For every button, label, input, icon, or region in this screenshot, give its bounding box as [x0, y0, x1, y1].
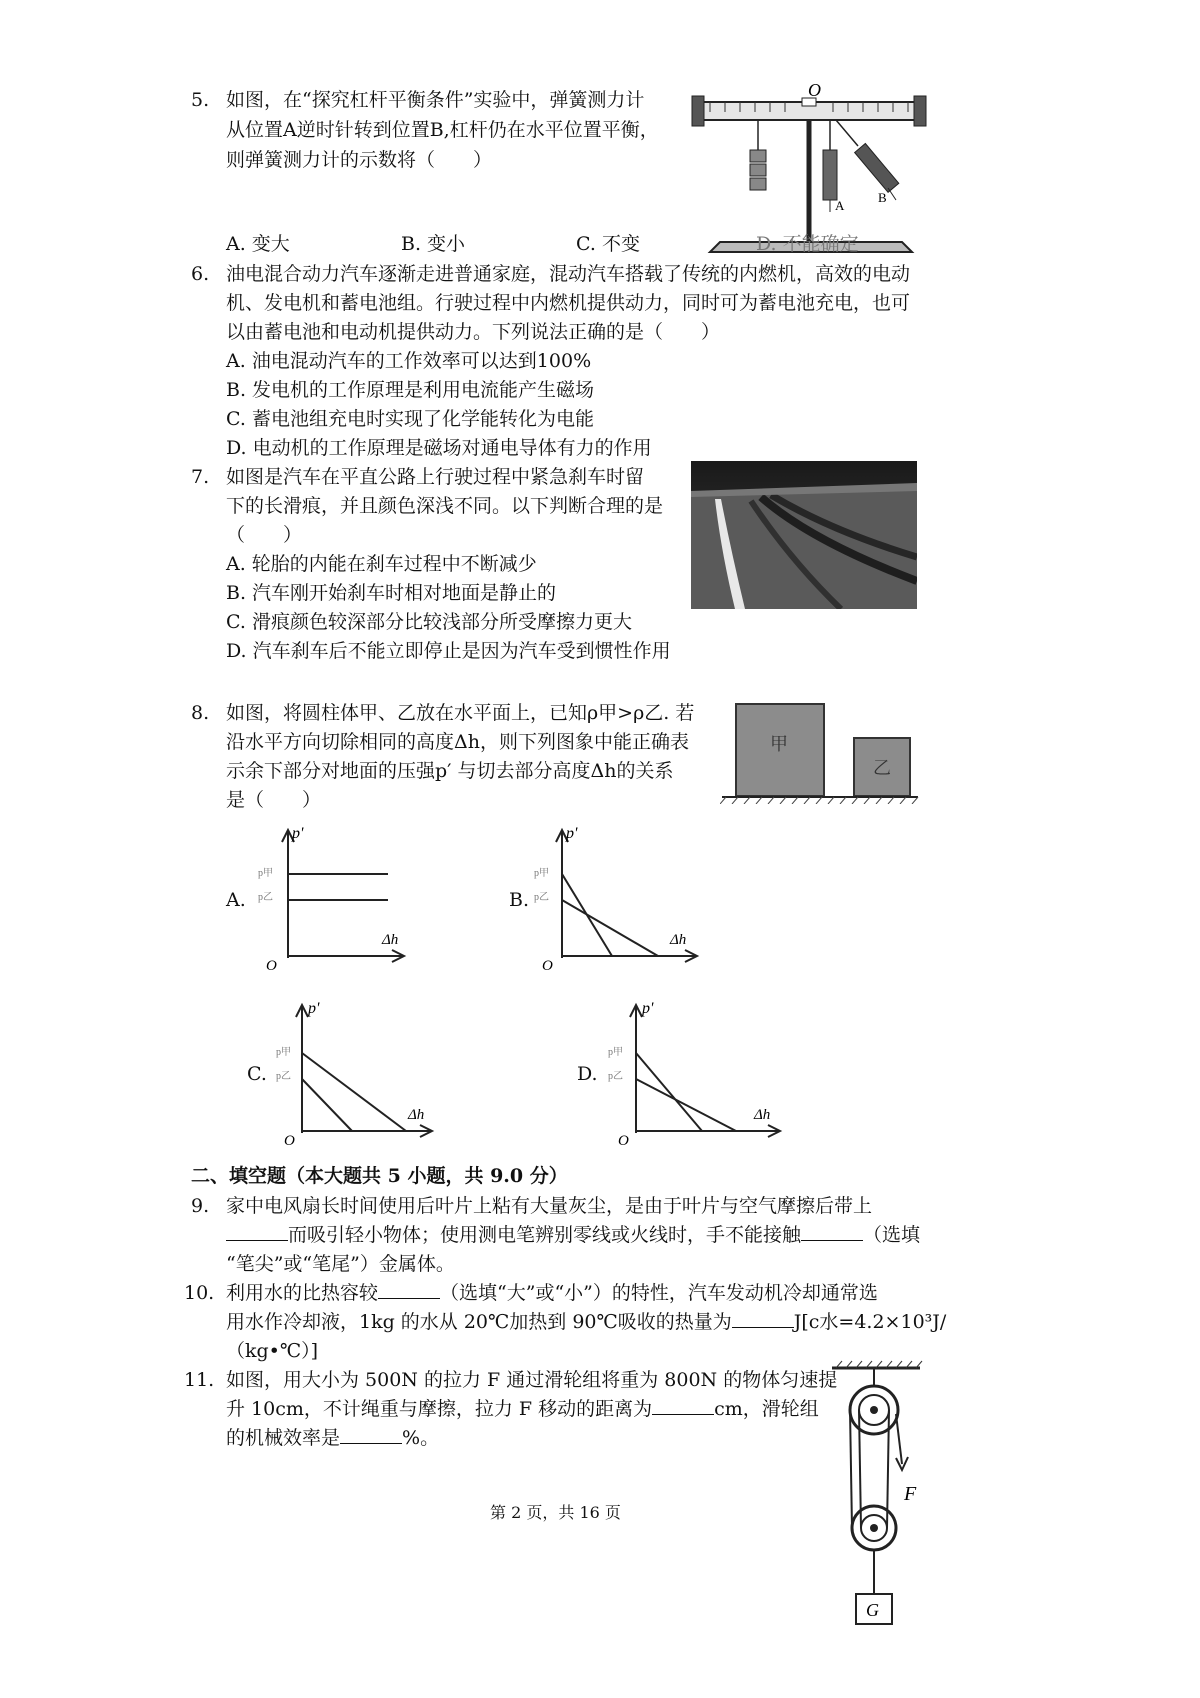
question-7-line-3: （ ） [226, 524, 303, 546]
question-11-line-1: 如图，用大小为 500N 的拉力 F 通过滑轮组将重为 800N 的物体匀速提 [226, 1369, 838, 1391]
graph-d [600, 995, 785, 1147]
question-8-line-3: 示余下部分对地面的压强p′ 与切去部分高度Δh的关系 [226, 760, 674, 782]
graph-c-label: C. [247, 1063, 267, 1085]
graph-d-y-label: p' [642, 1000, 654, 1017]
question-10-line-1-tail: （选填“大”或“小”）的特性，汽车发动机冷却通常选 [440, 1282, 878, 1304]
question-6-option-a: A. 油电混动汽车的工作效率可以达到100% [226, 350, 592, 372]
graph-c-origin: O [284, 1133, 295, 1147]
cylinders-figure [720, 700, 920, 804]
question-10-number: 10. [184, 1282, 215, 1304]
graph-c-x-label: Δh [408, 1107, 425, 1123]
force-label-f: F [904, 1483, 917, 1505]
cylinder-yi-label: 乙 [873, 758, 891, 779]
graph-a-origin: O [266, 958, 277, 972]
question-5-line-1: 如图，在“探究杠杆平衡条件”实验中，弹簧测力计 [226, 89, 645, 111]
question-7-option-c: C. 滑痕颜色较深部分比较浅部分所受摩擦力更大 [226, 611, 632, 633]
graph-d-p-jia: p甲 [608, 1047, 623, 1058]
question-10-line-3: （kg•℃）] [226, 1340, 319, 1362]
question-6-line-1: 油电混合动力汽车逐渐走进普通家庭，混动汽车搭载了传统的内燃机，高效的电动 [226, 263, 911, 285]
question-10-line-2-tail: J[c水=4.2×10³J/ [793, 1311, 947, 1333]
weight-label-g: G [866, 1600, 879, 1620]
question-6-option-d: D. 电动机的工作原理是磁场对通电导体有力的作用 [226, 437, 652, 459]
question-10-line-2-text: 用水作冷却液，1kg 的水从 20℃加热到 90℃吸收的热量为 [226, 1311, 732, 1333]
graph-b-origin: O [542, 958, 553, 972]
question-11-line-2-text: 升 10cm，不计绳重与摩擦，拉力 F 移动的距离为 [226, 1398, 653, 1420]
question-7-line-1: 如图是汽车在平直公路上行驶过程中紧急刹车时留 [226, 466, 645, 488]
graph-a-p-jia: p甲 [258, 868, 273, 879]
question-7-option-d: D. 汽车刹车后不能立即停止是因为汽车受到惯性作用 [226, 640, 671, 662]
graph-d-x-label: Δh [754, 1107, 771, 1123]
question-7-number: 7. [191, 466, 210, 488]
graph-a-label: A. [226, 889, 246, 911]
question-9-blank-1[interactable] [226, 1222, 288, 1241]
graph-b-y-label: p' [566, 825, 578, 842]
question-11-line-2-tail: cm，滑轮组 [714, 1398, 819, 1420]
position-label-a: A [835, 198, 845, 213]
question-11-line-2 [226, 1393, 819, 1425]
question-7-line-2: 下的长滑痕，并且颜色深浅不同。以下判断合理的是 [226, 495, 664, 517]
page-footer: 第 2 页，共 16 页 [490, 1503, 621, 1522]
question-11-blank-2[interactable] [340, 1425, 402, 1444]
question-11-number: 11. [184, 1369, 215, 1391]
question-8-line-1: 如图，将圆柱体甲、乙放在水平面上，已知ρ甲>ρ乙. 若 [226, 702, 695, 724]
question-5-option-a: A. 变大 [226, 233, 290, 255]
graph-b-label: B. [509, 889, 530, 911]
question-5-number: 5. [191, 89, 210, 111]
graph-d-label: D. [577, 1063, 598, 1085]
question-11-line-3-text: 的机械效率是 [226, 1427, 341, 1449]
pulley-system-figure [822, 1360, 932, 1698]
question-9-line-2 [226, 1219, 920, 1251]
question-7-option-a: A. 轮胎的内能在刹车过程中不断减少 [226, 553, 537, 575]
graph-a-p-yi: p乙 [258, 892, 273, 903]
question-10-line-2 [226, 1306, 946, 1338]
graph-a-y-label: p' [292, 825, 304, 842]
position-label-b: B [878, 190, 887, 205]
graph-b [530, 820, 705, 972]
graph-d-origin: O [618, 1133, 629, 1147]
graph-b-x-label: Δh [670, 932, 687, 948]
question-10-line-1-text: 利用水的比热容较 [226, 1282, 379, 1304]
skid-mark-photo [691, 461, 917, 609]
question-11-line-3 [226, 1422, 439, 1454]
question-11-blank-1[interactable] [652, 1396, 714, 1415]
graph-b-p-jia: p甲 [534, 868, 549, 879]
question-5-line-3: 则弹簧测力计的示数将（ ） [226, 149, 493, 171]
question-10-line-1 [226, 1277, 878, 1309]
question-5-option-d: D. 不能确定 [756, 233, 859, 255]
question-8-line-4: 是（ ） [226, 789, 322, 811]
pivot-label-o: O [808, 82, 821, 100]
question-9-number: 9. [191, 1195, 210, 1217]
question-6-line-2: 机、发电机和蓄电池组。行驶过程中内燃机提供动力，同时可为蓄电池充电，也可 [226, 292, 911, 314]
cylinder-jia-label: 甲 [770, 734, 788, 755]
question-5-option-c: C. 不变 [576, 233, 640, 255]
graph-c-y-label: p' [308, 1000, 320, 1017]
question-6-line-3: 以由蓄电池和电动机提供动力。下列说法正确的是（ ） [226, 321, 721, 343]
graph-c-p-jia: p甲 [276, 1047, 291, 1058]
question-10-blank-2[interactable] [732, 1309, 794, 1328]
graph-c-p-yi: p乙 [276, 1071, 291, 1082]
question-5-option-b: B. 变小 [401, 233, 466, 255]
question-9-line-3: “笔尖”或“笔尾”）金属体。 [226, 1253, 455, 1275]
graph-a [252, 820, 412, 972]
section-2-heading: 二、填空题（本大题共 5 小题，共 9.0 分） [191, 1165, 568, 1187]
question-6-number: 6. [191, 263, 210, 285]
question-6-option-c: C. 蓄电池组充电时实现了化学能转化为电能 [226, 408, 594, 430]
question-11-line-3-tail: %。 [402, 1427, 440, 1449]
question-8-number: 8. [191, 702, 210, 724]
question-9-line-1: 家中电风扇长时间使用后叶片上粘有大量灰尘，是由于叶片与空气摩擦后带上 [226, 1195, 873, 1217]
question-9-line-2-tail: （选填 [863, 1224, 921, 1246]
question-5-line-2: 从位置A逆时针转到位置B,杠杆仍在水平位置平衡， [226, 119, 659, 141]
question-9-blank-2[interactable] [801, 1222, 863, 1241]
graph-b-p-yi: p乙 [534, 892, 549, 903]
question-10-blank-1[interactable] [378, 1280, 440, 1299]
question-6-option-b: B. 发电机的工作原理是利用电流能产生磁场 [226, 379, 595, 401]
graph-c [272, 995, 437, 1147]
question-9-line-2-text: 而吸引轻小物体；使用测电笔辨别零线或火线时，手不能接触 [288, 1224, 802, 1246]
question-7-option-b: B. 汽车刚开始刹车时相对地面是静止的 [226, 582, 557, 604]
graph-d-p-yi: p乙 [608, 1071, 623, 1082]
graph-a-x-label: Δh [382, 932, 399, 948]
question-8-line-2: 沿水平方向切除相同的高度Δh，则下列图象中能正确表 [226, 731, 689, 753]
